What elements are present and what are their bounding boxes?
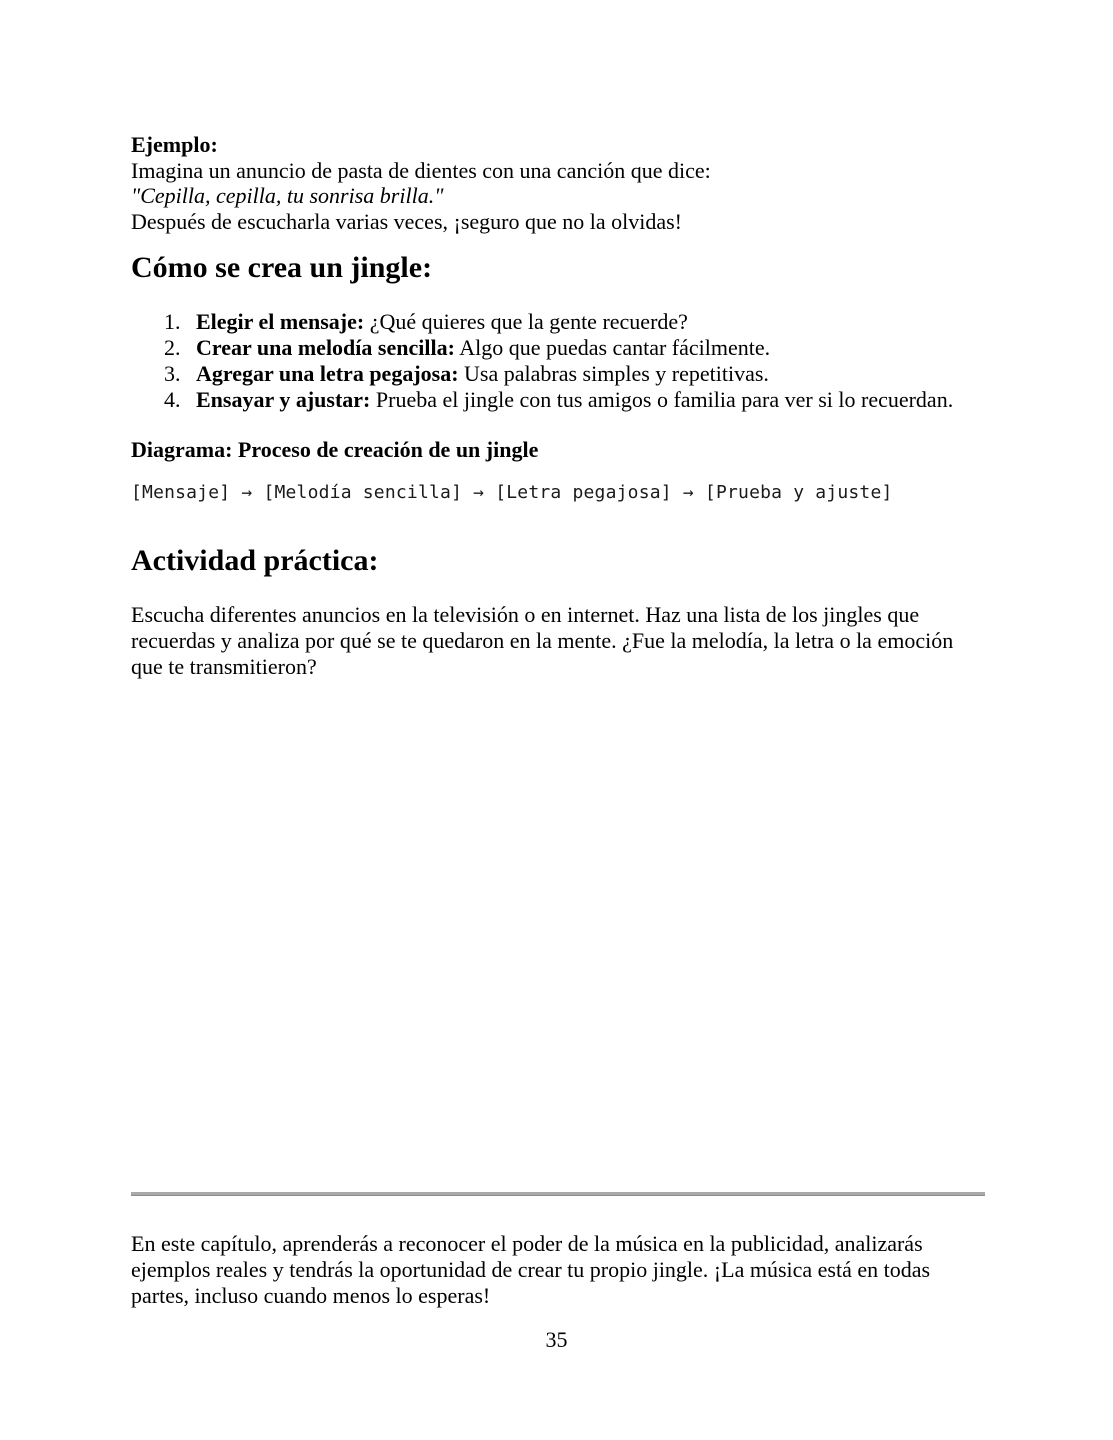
step-label: Crear una melodía sencilla: <box>196 335 455 360</box>
step-number: 2. <box>164 335 181 360</box>
step-content <box>196 335 770 361</box>
activity-line: recuerdas y analiza por qué se te quedaron en la mente. ¿Fue la melodía, la letra o la emoción <box>131 628 954 653</box>
footer-divider <box>131 1192 985 1196</box>
footer-paragraph <box>131 1231 985 1309</box>
example-section <box>131 132 985 234</box>
diagram-heading: Diagrama: Proceso de creación de un jingle <box>131 437 539 462</box>
step-text: Prueba el jingle con tus amigos o familia para ver si lo recuerdan. <box>375 387 954 412</box>
how-to-steps-list <box>131 309 985 413</box>
step-number: 3. <box>164 361 181 386</box>
list-item <box>131 309 985 335</box>
activity-line: Escucha diferentes anuncios en la televisión o en internet. Haz una lista de los jingles que <box>131 602 920 627</box>
list-item <box>131 387 985 413</box>
how-to-heading: Cómo se crea un jingle: <box>131 251 433 284</box>
step-content <box>196 309 688 335</box>
activity-line: que te transmitieron? <box>131 654 317 679</box>
step-content <box>196 361 769 387</box>
activity-heading: Actividad práctica: <box>131 544 379 577</box>
list-item <box>131 335 985 361</box>
step-number: 4. <box>164 387 181 412</box>
step-text: ¿Qué quieres que la gente recuerde? <box>369 309 688 334</box>
example-quote: "Cepilla, cepilla, tu sonrisa brilla." <box>131 183 444 208</box>
step-text: Algo que puedas cantar fácilmente. <box>459 335 771 360</box>
diagram-flow: [Mensaje] → [Melodía sencilla] → [Letra pegajosa] → [Prueba y ajuste] <box>131 482 893 503</box>
footer-line: En este capítulo, aprenderás a reconocer el poder de la música en la publicidad, analizarás <box>131 1231 923 1256</box>
footer-line: ejemplos reales y tendrás la oportunidad de crear tu propio jingle. ¡La música está en todas <box>131 1257 931 1282</box>
step-text: Usa palabras simples y repetitivas. <box>464 361 769 386</box>
step-label: Agregar una letra pegajosa: <box>196 361 459 386</box>
page-number: 35 <box>545 1327 568 1352</box>
example-line-1: Imagina un anuncio de pasta de dientes con una canción que dice: <box>131 157 711 183</box>
example-line-2: Después de escucharla varias veces, ¡seguro que no la olvidas! <box>131 208 683 234</box>
footer-line: partes, incluso cuando menos lo esperas! <box>131 1283 491 1308</box>
step-number: 1. <box>164 309 181 334</box>
example-heading: Ejemplo: <box>131 132 218 157</box>
step-content <box>196 387 953 413</box>
list-item <box>131 361 985 387</box>
activity-paragraph <box>131 602 985 680</box>
step-label: Elegir el mensaje: <box>196 309 365 334</box>
step-label: Ensayar y ajustar: <box>196 387 371 412</box>
